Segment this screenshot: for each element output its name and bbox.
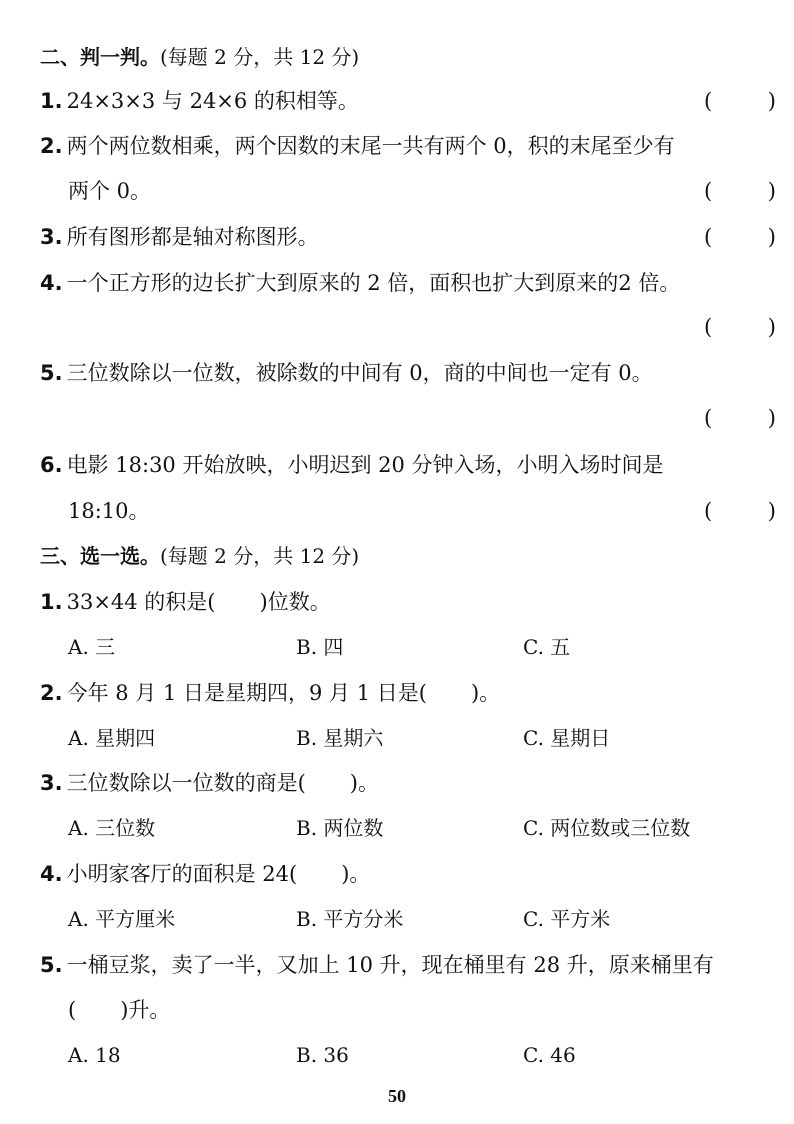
answer-blank[interactable] xyxy=(704,222,776,252)
option-a[interactable]: A. 三 xyxy=(68,635,116,659)
answer-blank[interactable] xyxy=(704,496,776,526)
judge-item-6 xyxy=(40,450,776,480)
choose-item-3 xyxy=(40,768,776,798)
option-c[interactable]: C. 46 xyxy=(523,1043,576,1067)
choose-item-5-continuation xyxy=(68,995,776,1025)
paren-open: ( xyxy=(704,406,713,430)
option-a[interactable]: A. 平方厘米 xyxy=(68,907,176,931)
question-text-pre: 33×44 的积是( xyxy=(66,590,216,614)
question-text-post: )。 xyxy=(341,862,371,886)
question-text-post: )。 xyxy=(470,681,501,705)
question-text-post: )位数。 xyxy=(259,590,331,614)
judge-heading-note: (每题 2 分，共 12 分) xyxy=(160,45,360,69)
judge-item-number: 1. xyxy=(40,89,63,113)
paren-open: ( xyxy=(704,89,713,113)
question-text-post: )升。 xyxy=(120,998,171,1022)
judge-item-text-cont: 两个 0。 xyxy=(68,179,152,203)
paren-close: ) xyxy=(767,315,776,339)
option-b[interactable]: B. 两位数 xyxy=(296,816,384,840)
choose-section-heading xyxy=(40,541,776,571)
judge-item-text: 所有图形都是轴对称图形。 xyxy=(66,225,319,249)
choose-item-number: 5. xyxy=(40,953,63,977)
choose-heading-title: 三、选一选。 xyxy=(40,544,160,568)
choose-item-5 xyxy=(40,950,776,980)
paren-close: ) xyxy=(767,499,776,523)
option-c[interactable]: C. 两位数或三位数 xyxy=(523,816,691,840)
answer-blank[interactable] xyxy=(704,86,776,116)
judge-item-3 xyxy=(40,222,776,252)
choose-item-2 xyxy=(40,678,776,708)
page-number: 50 xyxy=(388,1086,406,1106)
choose-item-1 xyxy=(40,587,776,617)
option-b[interactable]: B. 四 xyxy=(296,635,344,659)
answer-blank[interactable] xyxy=(704,403,776,433)
judge-item-5 xyxy=(40,358,776,388)
paren-open: ( xyxy=(704,315,713,339)
choose-heading-note: (每题 2 分，共 12 分) xyxy=(160,544,360,568)
question-text-post: )。 xyxy=(349,771,379,795)
answer-blank[interactable] xyxy=(704,312,776,342)
paren-close: ) xyxy=(767,406,776,430)
option-c[interactable]: C. 平方米 xyxy=(523,907,611,931)
judge-item-text: 三位数除以一位数，被除数的中间有 0，商的中间也一定有 0。 xyxy=(66,361,653,385)
paren-close: ) xyxy=(767,179,776,203)
answer-blank[interactable] xyxy=(704,176,776,206)
judge-item-4 xyxy=(40,268,776,298)
option-c[interactable]: C. 五 xyxy=(523,635,571,659)
judge-item-2-continuation xyxy=(68,176,776,206)
question-text-pre: 小明家客厅的面积是 24( xyxy=(66,862,298,886)
judge-heading-title: 二、判一判。 xyxy=(40,45,160,69)
question-text-pre: 今年 8 月 1 日是星期四，9 月 1 日是( xyxy=(66,681,427,705)
paren-close: ) xyxy=(767,225,776,249)
choose-item-number: 1. xyxy=(40,590,63,614)
judge-item-number: 5. xyxy=(40,361,63,385)
choose-item-number: 3. xyxy=(40,771,63,795)
judge-item-number: 6. xyxy=(40,453,63,477)
paren-close: ) xyxy=(767,89,776,113)
option-b[interactable]: B. 星期六 xyxy=(296,726,384,750)
judge-item-text: 24×3×3 与 24×6 的积相等。 xyxy=(66,89,359,113)
judge-item-6-continuation xyxy=(68,496,776,526)
judge-item-number: 3. xyxy=(40,225,63,249)
judge-item-text: 电影 18:30 开始放映，小明迟到 20 分钟入场，小明入场时间是 xyxy=(66,453,664,477)
option-c[interactable]: C. 星期日 xyxy=(523,726,611,750)
judge-item-number: 4. xyxy=(40,271,63,295)
option-a[interactable]: A. 三位数 xyxy=(68,816,156,840)
judge-item-1 xyxy=(40,86,776,116)
option-b[interactable]: B. 平方分米 xyxy=(296,907,404,931)
judge-item-2 xyxy=(40,131,776,161)
paren-open: ( xyxy=(704,499,713,523)
option-b[interactable]: B. 36 xyxy=(296,1043,349,1067)
choose-item-4 xyxy=(40,859,776,889)
option-a[interactable]: A. 18 xyxy=(68,1043,121,1067)
judge-item-text: 一个正方形的边长扩大到原来的 2 倍，面积也扩大到原来的2 倍。 xyxy=(66,271,681,295)
question-text: 一桶豆浆，卖了一半，又加上 10 升，现在桶里有 28 升，原来桶里有 xyxy=(66,953,714,977)
paren-open: ( xyxy=(704,225,713,249)
judge-item-text: 两个两位数相乘，两个因数的末尾一共有两个 0，积的末尾至少有 xyxy=(66,134,675,158)
option-a[interactable]: A. 星期四 xyxy=(68,726,156,750)
judge-section-heading xyxy=(40,42,776,72)
choose-item-number: 2. xyxy=(40,681,63,705)
question-text-pre: 三位数除以一位数的商是( xyxy=(66,771,306,795)
judge-item-number: 2. xyxy=(40,134,63,158)
paren-open: ( xyxy=(704,179,713,203)
choose-item-number: 4. xyxy=(40,862,63,886)
judge-item-text-cont: 18:10。 xyxy=(68,499,150,523)
question-text-pre: ( xyxy=(68,998,77,1022)
